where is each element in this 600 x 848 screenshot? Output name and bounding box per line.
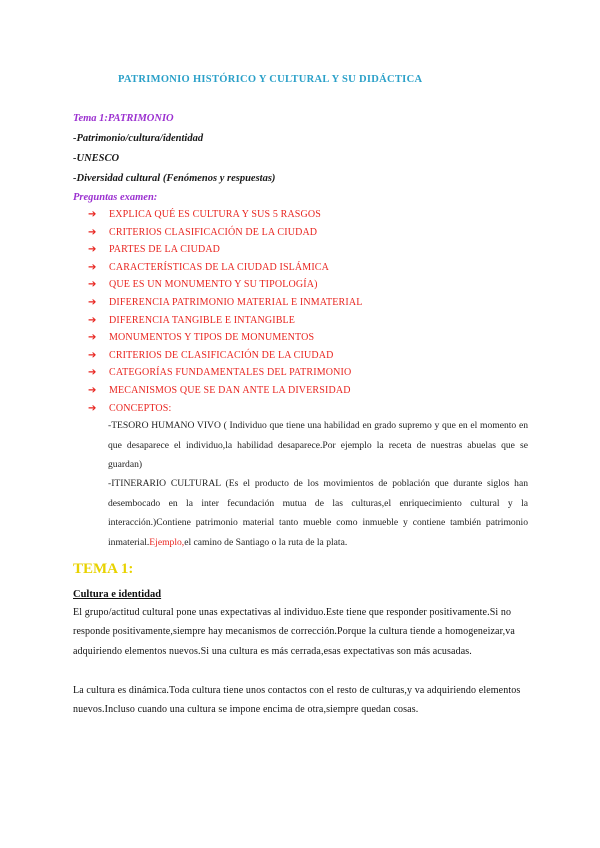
concept-itinerario-cultural	[108, 474, 528, 552]
tema-heading: TEMA 1:	[73, 561, 134, 577]
list-item	[88, 259, 528, 277]
topic-item: -UNESCO	[73, 153, 120, 164]
arrow-right-icon: ➔	[88, 279, 97, 291]
body-paragraph: La cultura es dinámica.Toda cultura tiene unos contactos con el resto de culturas,y va adquiriendo elementos nuevos.Incluso cuando una cultura se impone encima de otra,siempre quedan cosas.	[73, 685, 521, 716]
list-item	[88, 241, 528, 259]
list-item	[88, 400, 528, 418]
tema-label: Tema 1:PATRIMONIO	[73, 113, 174, 124]
question-text: DIFERENCIA PATRIMONIO MATERIAL E INMATERIAL	[109, 296, 363, 308]
topic-item: -Patrimonio/cultura/identidad	[73, 133, 204, 144]
question-text: CATEGORÍAS FUNDAMENTALES DEL PATRIMONIO	[109, 367, 352, 379]
concept-ejemplo-label: Ejemplo,	[149, 536, 185, 548]
topic-item: -Diversidad cultural (Fenómenos y respuestas)	[73, 173, 276, 184]
question-text: CRITERIOS DE CLASIFICACIÓN DE LA CIUDAD	[109, 349, 334, 361]
concept-itinerario-text: -ITINERARIO CULTURAL (Es el producto de los movimientos de población que durante siglos han desembocado en la inter fecundación mutua de las culturas,el enriquecimiento cultural y la interacción.)Contiene patrimonio material tanto mueble como inmueble y contiene también patrimonio inmaterial.	[108, 478, 528, 548]
list-item	[88, 364, 528, 382]
arrow-right-icon: ➔	[88, 244, 97, 256]
list-item	[88, 276, 528, 294]
list-item	[88, 347, 528, 365]
question-text: CRITERIOS CLASIFICACIÓN DE LA CIUDAD	[109, 226, 318, 238]
list-item	[88, 329, 528, 347]
arrow-right-icon: ➔	[88, 384, 97, 396]
question-text: CARACTERÍSTICAS DE LA CIUDAD ISLÁMICA	[109, 261, 330, 273]
arrow-right-icon: ➔	[88, 349, 97, 361]
arrow-right-icon: ➔	[88, 332, 97, 344]
question-text: PARTES DE LA CIUDAD	[109, 244, 221, 256]
list-item	[88, 224, 528, 242]
concept-tesoro-humano-vivo: -TESORO HUMANO VIVO ( Individuo que tiene una habilidad en grado supremo y que en el momento en que desaparece el individuo,la habilidad desaparece.Por ejemplo la receta de nuestras abuelas que se guardan)	[108, 420, 528, 470]
arrow-right-icon: ➔	[88, 402, 97, 414]
question-text: MONUMENTOS Y TIPOS DE MONUMENTOS	[109, 332, 315, 344]
concept-itinerario-example: el camino de Santiago o la ruta de la plata.	[184, 536, 348, 548]
question-text: QUE ES UN MONUMENTO Y SU TIPOLOGÍA)	[109, 279, 318, 291]
arrow-right-icon: ➔	[88, 226, 97, 238]
preguntas-label: Preguntas examen:	[73, 192, 158, 203]
list-item	[88, 206, 528, 224]
body-paragraph: El grupo/actitud cultural pone unas expectativas al individuo.Este tiene que responder positivamente.Si no responde positivamente,siempre hay mecanismos de corrección.Porque la cultura tiende a homogeneizar,va adquiriendo elementos nuevos.Si una cultura es más cerrada,esas expectativas son más acusadas.	[73, 607, 515, 657]
arrow-right-icon: ➔	[88, 314, 97, 326]
list-item	[88, 382, 528, 400]
question-text: DIFERENCIA TANGIBLE E INTANGIBLE	[109, 314, 296, 326]
question-text: MECANISMOS QUE SE DAN ANTE LA DIVERSIDAD	[109, 384, 351, 396]
arrow-right-icon: ➔	[88, 261, 97, 273]
question-text: CONCEPTOS:	[109, 402, 172, 414]
question-text: EXPLICA QUÉ ES CULTURA Y SUS 5 RASGOS	[109, 209, 321, 220]
list-item	[88, 312, 528, 330]
arrow-right-icon: ➔	[88, 209, 97, 220]
questions-list	[88, 206, 528, 417]
document-title: PATRIMONIO HISTÓRICO Y CULTURAL Y SU DIDÁCTICA	[118, 74, 423, 85]
list-item	[88, 294, 528, 312]
arrow-right-icon: ➔	[88, 296, 97, 308]
arrow-right-icon: ➔	[88, 367, 97, 379]
section-subheading: Cultura e identidad	[73, 589, 162, 600]
